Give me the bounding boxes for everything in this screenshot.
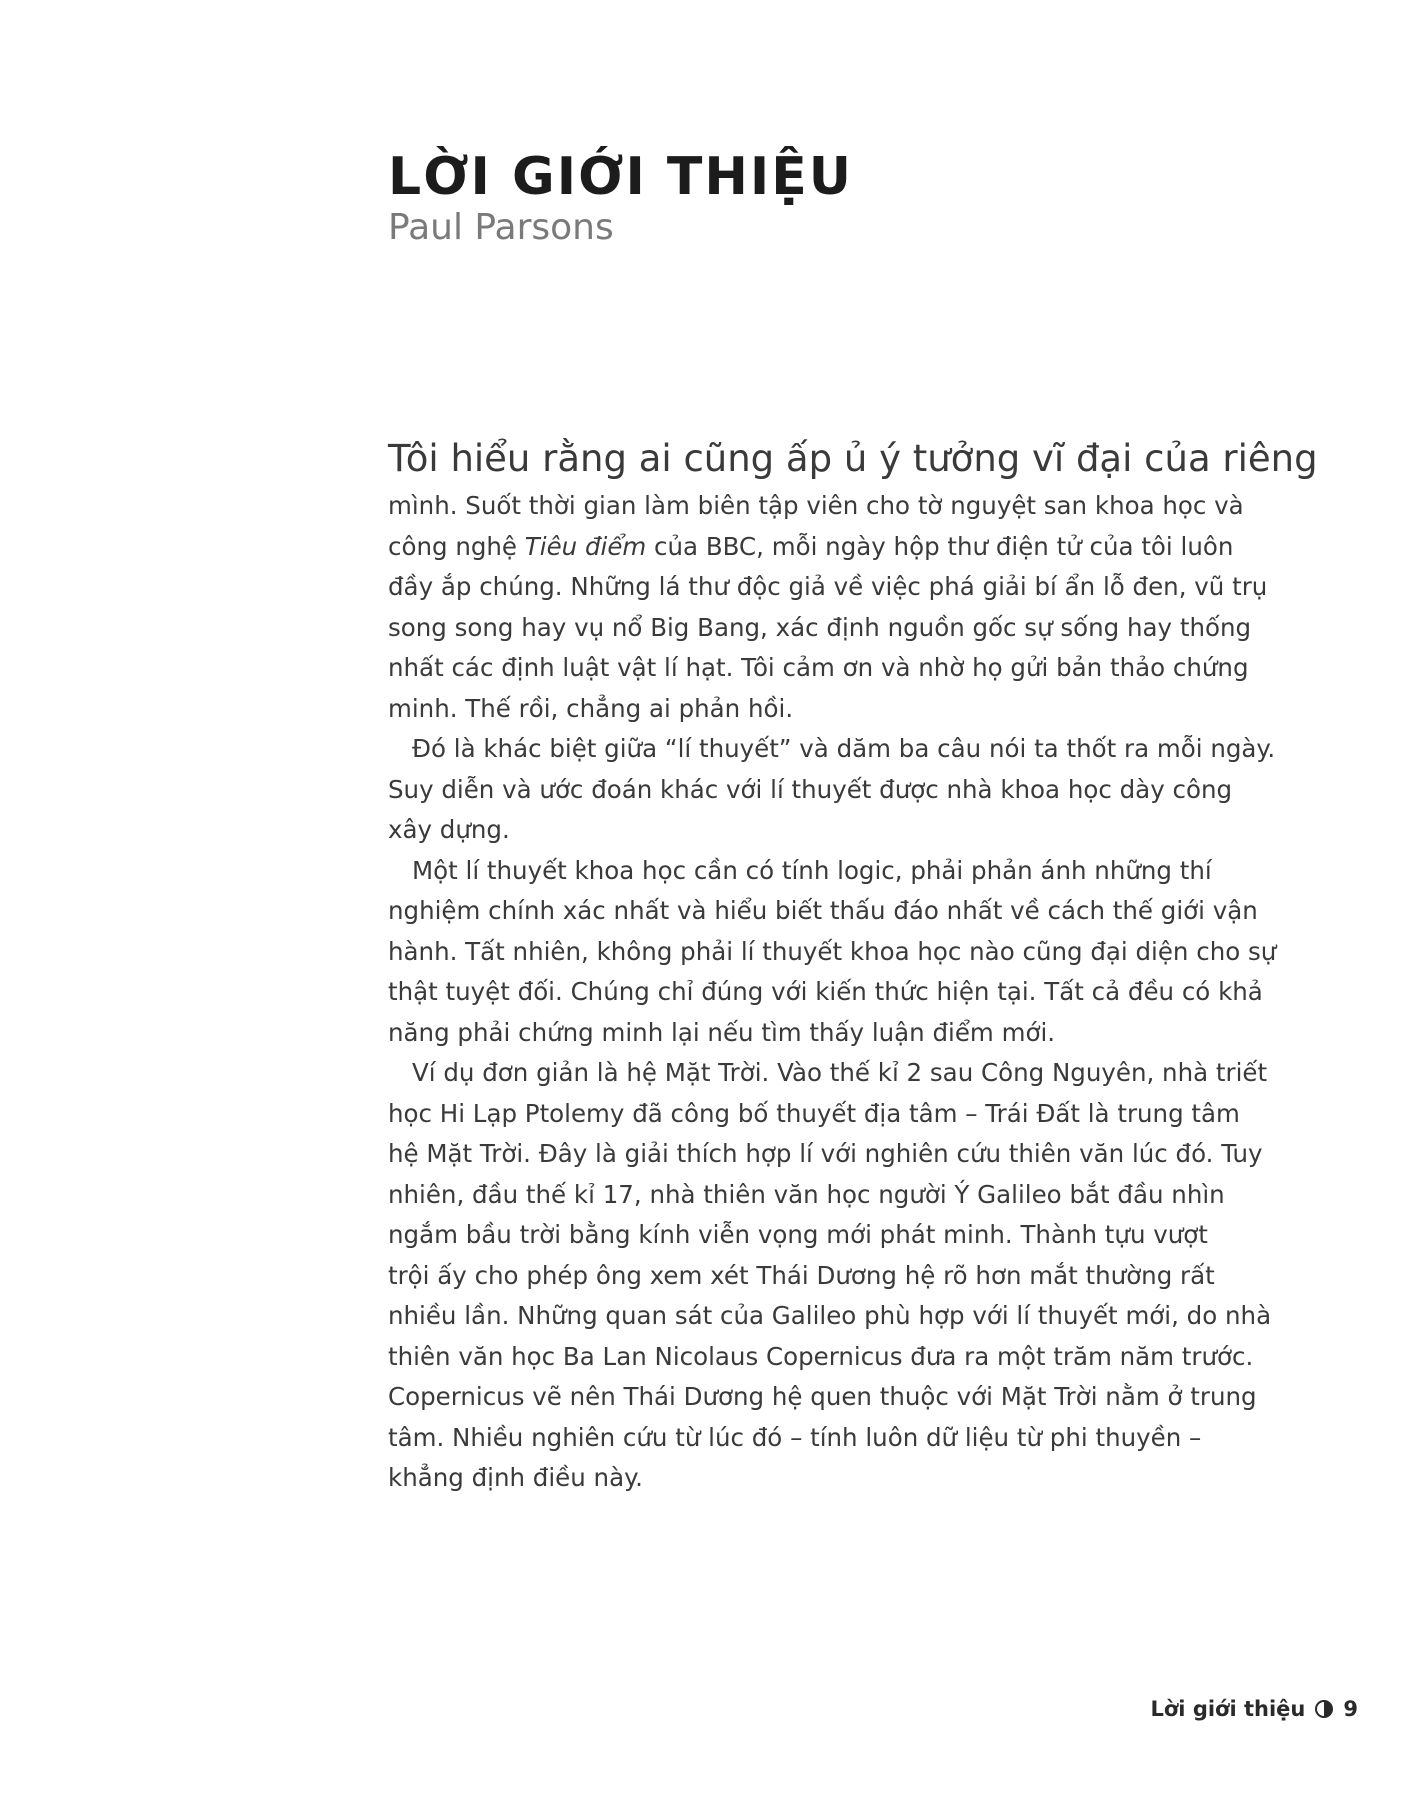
text-line: học Hi Lạp Ptolemy đã công bố thuyết địa tâm – Trái Đất là trung tâm: [388, 1098, 1240, 1128]
body-text: [388, 432, 1318, 1499]
text-line: Suy diễn và ước đoán khác với lí thuyết được nhà khoa học dày công: [388, 774, 1233, 804]
text-line: Copernicus vẽ nên Thái Dương hệ quen thuộc với Mặt Trời nằm ở trung: [388, 1382, 1257, 1411]
paragraph-1: [388, 432, 1318, 729]
text-line: nhiên, đầu thế kỉ 17, nhà thiên văn học người Ý Galileo bắt đầu nhìn: [388, 1179, 1225, 1209]
text-line: thật tuyệt đối. Chúng chỉ đúng với kiến thức hiện tại. Tất cả đều có khả: [388, 977, 1263, 1006]
footer-section-label: Lời giới thiệu: [1150, 1697, 1306, 1721]
text-line: Ví dụ đơn giản là hệ Mặt Trời. Vào thế kỉ 2 sau Công Nguyên, nhà triết: [412, 1058, 1268, 1087]
text-line: trội ấy cho phép ông xem xét Thái Dương hệ rõ hơn mắt thường rất: [388, 1260, 1215, 1290]
lead-line: Tôi hiểu rằng ai cũng ấp ủ ý tưởng vĩ đại của riêng: [388, 437, 1318, 480]
page-title: LỜI GIỚI THIỆU: [388, 147, 853, 207]
text-line: [388, 527, 1248, 568]
text-line: ngắm bầu trời bằng kính viễn vọng mới phát minh. Thành tựu vượt: [388, 1220, 1208, 1249]
half-moon-icon: [1315, 1700, 1333, 1718]
page-number: 9: [1343, 1697, 1358, 1721]
text-line: khẳng định điều này.: [388, 1463, 643, 1492]
author-name: Paul Parsons: [388, 207, 614, 248]
text-line: nhiều lần. Những quan sát của Galileo phù hợp với lí thuyết mới, do nhà: [388, 1301, 1272, 1330]
magazine-title: Tiêu điểm: [524, 531, 647, 561]
text-line: Một lí thuyết khoa học cần có tính logic, phải phản ánh những thí: [412, 855, 1212, 885]
text-line: thiên văn học Ba Lan Nicolaus Copernicus đưa ra một trăm năm trước.: [388, 1341, 1254, 1371]
text-line: đầy ắp chúng. Những lá thư độc giả về việc phá giải bí ẩn lỗ đen, vũ trụ: [388, 572, 1268, 601]
text-segment: công nghệ: [388, 531, 525, 561]
text-line: song song hay vụ nổ Big Bang, xác định nguồn gốc sự sống hay thống: [388, 612, 1252, 642]
paragraph-3: [388, 851, 1277, 1054]
text-line: minh. Thế rồi, chẳng ai phản hồi.: [388, 693, 794, 723]
text-line: tâm. Nhiều nghiên cứu từ lúc đó – tính luôn dữ liệu từ phi thuyền –: [388, 1422, 1202, 1452]
text-segment: của BBC, mỗi ngày hộp thư điện tử của tôi luôn: [646, 531, 1234, 561]
text-line: nghiệm chính xác nhất và hiểu biết thấu đáo nhất về cách thế giới vận: [388, 896, 1258, 925]
text-line: nhất các định luật vật lí hạt. Tôi cảm ơn và nhờ họ gửi bản thảo chứng: [388, 653, 1249, 682]
text-line: năng phải chứng minh lại nếu tìm thấy luận điểm mới.: [388, 1017, 1056, 1047]
text-line: hành. Tất nhiên, không phải lí thuyết khoa học nào cũng đại diện cho sự: [388, 936, 1277, 966]
text-line: Đó là khác biệt giữa “lí thuyết” và dăm ba câu nói ta thốt ra mỗi ngày.: [412, 734, 1276, 763]
text-line: mình. Suốt thời gian làm biên tập viên cho tờ nguyệt san khoa học và: [388, 491, 1244, 520]
page-footer: [1151, 1697, 1359, 1721]
text-line: xây dựng.: [388, 815, 510, 844]
text-line: hệ Mặt Trời. Đây là giải thích hợp lí với nghiên cứu thiên văn lúc đó. Tuy: [388, 1139, 1263, 1168]
paragraph-4: [388, 1053, 1272, 1499]
paragraph-2: [388, 729, 1276, 851]
